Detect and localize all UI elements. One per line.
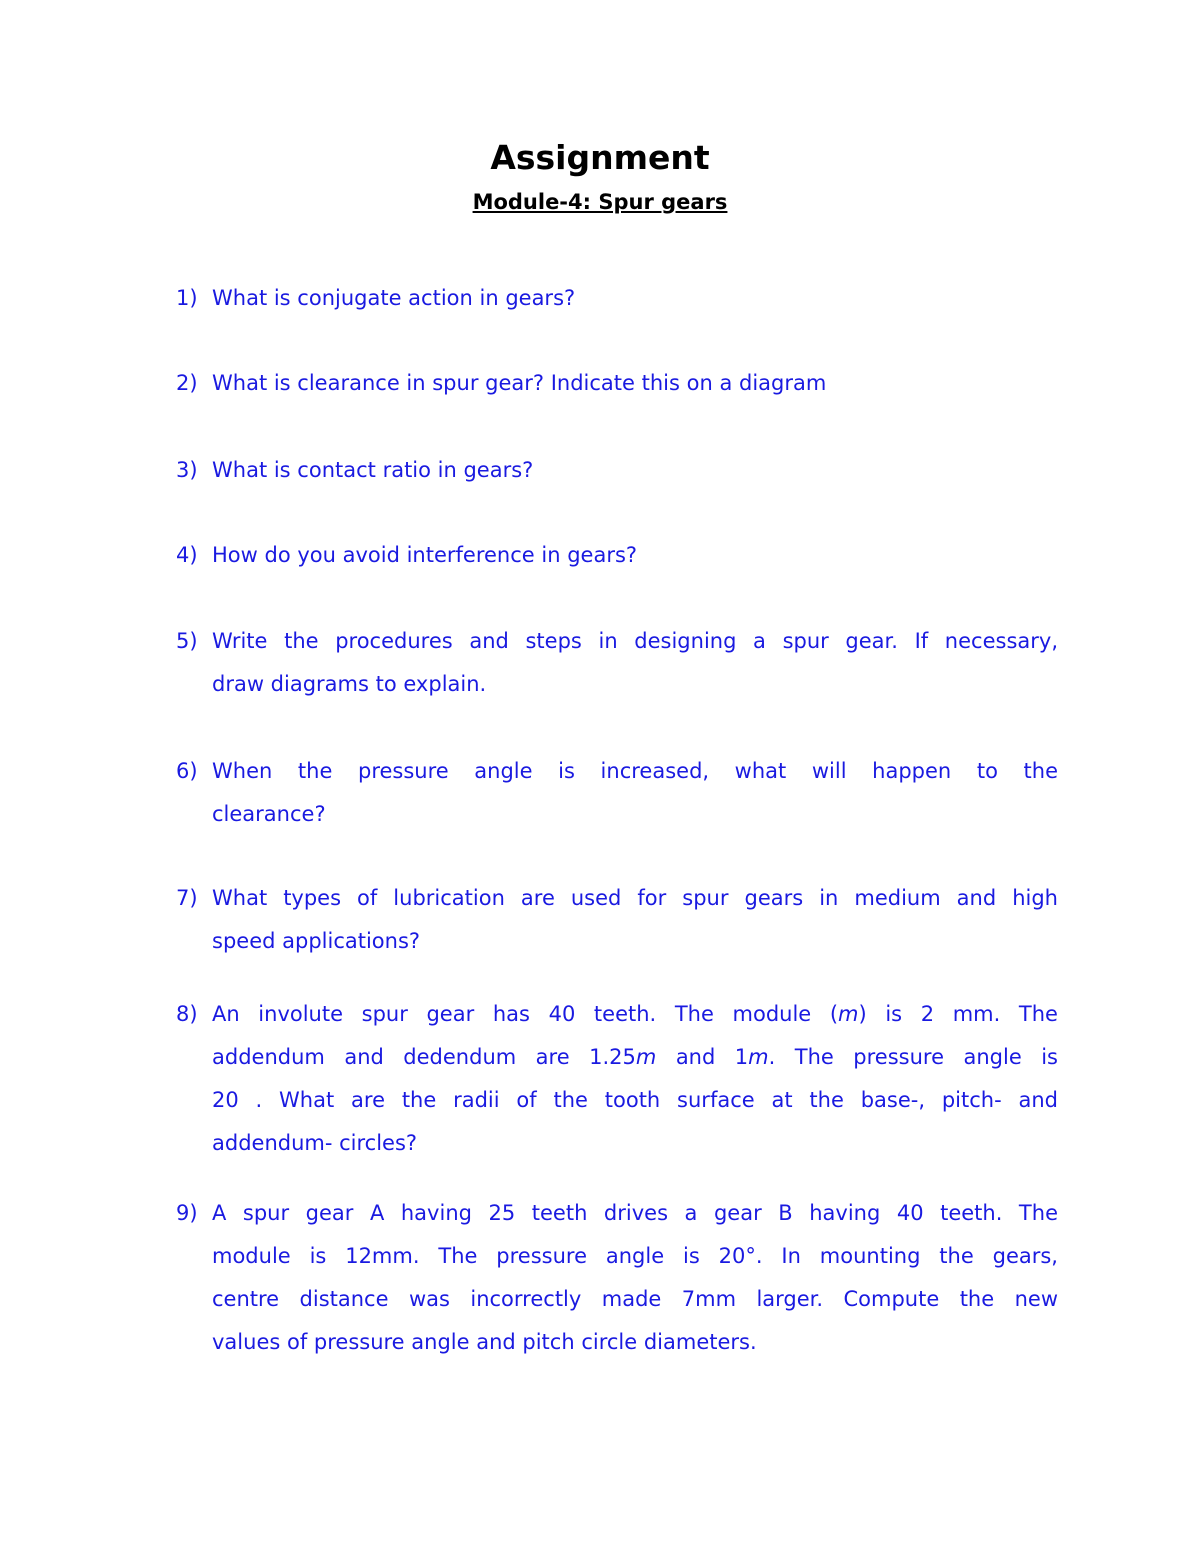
question-number: 4) xyxy=(176,543,198,567)
question-text-line: Write the procedures and steps in designing a spur gear. If necessary, xyxy=(212,629,1058,653)
question-number: 2) xyxy=(176,371,198,395)
question-number: 8) xyxy=(176,1002,198,1026)
question-text-line: An involute spur gear has 40 teeth. The module (m) is 2 mm. The xyxy=(212,1002,1058,1026)
question-7 xyxy=(176,877,1058,963)
question-text-line: 20 . What are the radii of the tooth surface at the base-, pitch- and xyxy=(212,1088,1058,1112)
question-text: What is conjugate action in gears? xyxy=(212,286,576,310)
question-text-line: What types of lubrication are used for spur gears in medium and high xyxy=(212,886,1058,910)
question-text-line: A spur gear A having 25 teeth drives a gear B having 40 teeth. The xyxy=(212,1201,1058,1225)
question-number: 9) xyxy=(176,1201,198,1225)
page-title: Assignment xyxy=(490,138,710,177)
question-text: What is clearance in spur gear? Indicate this on a diagram xyxy=(212,371,827,395)
question-number: 1) xyxy=(176,286,198,310)
question-6 xyxy=(176,750,1058,836)
question-text: How do you avoid interference in gears? xyxy=(212,543,638,567)
page-subtitle: Module-4: Spur gears xyxy=(472,190,728,214)
question-5 xyxy=(176,620,1058,706)
question-number: 6) xyxy=(176,759,198,783)
question-text-line: speed applications? xyxy=(212,929,421,953)
question-text-line: centre distance was incorrectly made 7mm larger. Compute the new xyxy=(212,1287,1058,1311)
question-text-line: addendum and dedendum are 1.25m and 1m. The pressure angle is xyxy=(212,1045,1058,1069)
question-text-line: module is 12mm. The pressure angle is 20°. In mounting the gears, xyxy=(212,1244,1058,1268)
question-4 xyxy=(176,534,1058,577)
question-text-line: clearance? xyxy=(212,802,326,826)
question-9 xyxy=(176,1192,1058,1364)
question-text-line: When the pressure angle is increased, what will happen to the xyxy=(212,759,1058,783)
question-text-line: addendum- circles? xyxy=(212,1131,418,1155)
question-number: 7) xyxy=(176,886,198,910)
question-text-line: values of pressure angle and pitch circle diameters. xyxy=(212,1330,757,1354)
question-text-line: draw diagrams to explain. xyxy=(212,672,487,696)
question-number: 3) xyxy=(176,458,198,482)
question-1 xyxy=(176,277,1058,320)
question-number: 5) xyxy=(176,629,198,653)
question-3 xyxy=(176,449,1058,492)
question-text: What is contact ratio in gears? xyxy=(212,458,534,482)
question-8 xyxy=(176,993,1058,1165)
question-2 xyxy=(176,362,1058,405)
